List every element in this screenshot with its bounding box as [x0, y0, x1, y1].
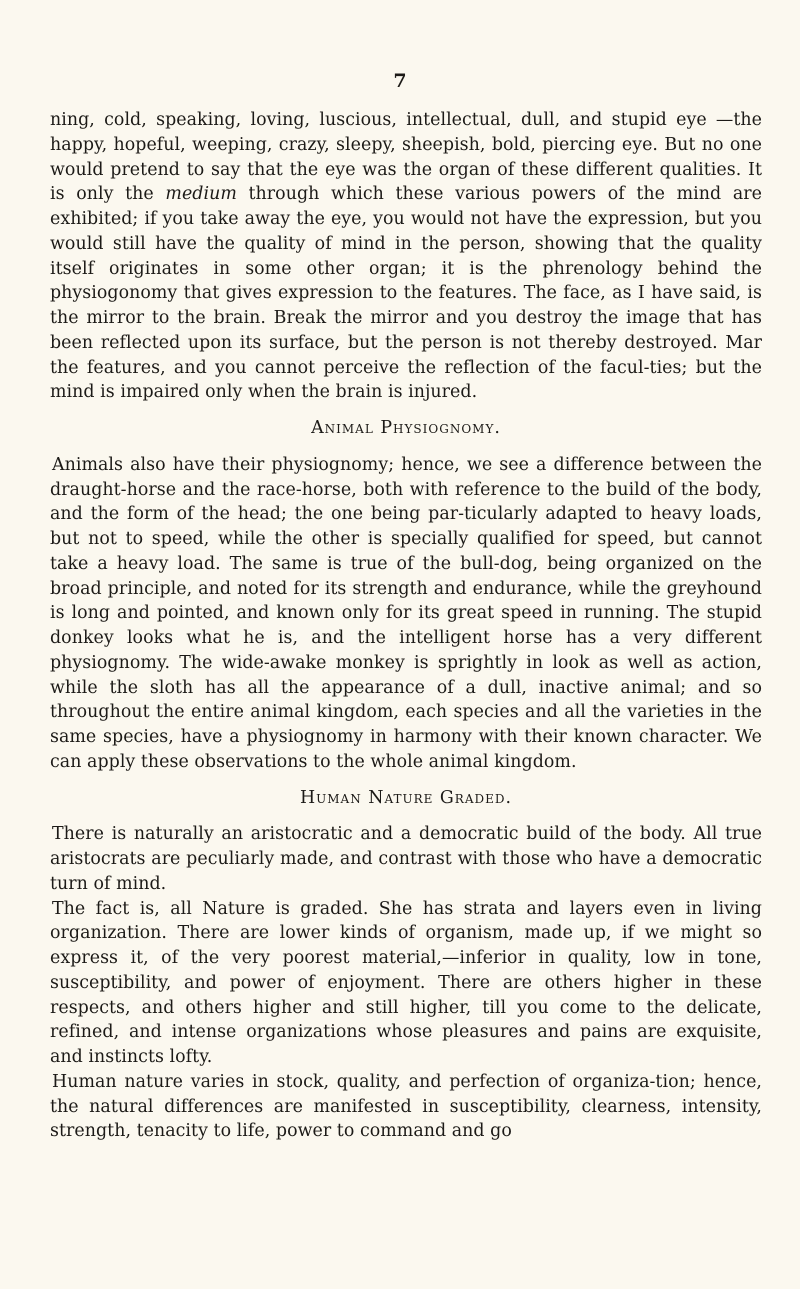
paragraph: Human nature varies in stock, quality, and perfection of organiza-tion; hence, the natural differences are manifested in susceptibility, clearness, intensity, strength, tenacity to life, power to command and go — [50, 1071, 762, 1142]
paragraph — [50, 108, 762, 405]
section-heading: Animal Physiognomy. — [311, 418, 501, 438]
paragraph: Animals also have their physiognomy; hence, we see a difference between the draught-horse and the race-horse, both with reference to the build of the body, and the form of the head; the one being par-ticularly adapted to heavy loads, but not to speed, while the other is specially qualified for speed, but cannot take a heavy load. The same is true of the bull-dog, being organized on the broad principle, and noted for its strength and endurance, while the greyhound is long and pointed, and known only for its great speed in running. The stupid donkey looks what he is, and the intelligent horse has a very different physiognomy. The wide-awake monkey is sprightly in look as well as action, while the sloth has all the appearance of a dull, inactive animal; and so throughout the entire animal kingdom, each species and all the varieties in the same species, have a physiognomy in harmony with their known character. We can apply these observations to the whole animal kingdom. — [50, 454, 762, 772]
paragraph: There is naturally an aristocratic and a democratic build of the body. All true aristocrats are peculiarly made, and contrast with those who have a democratic turn of mind. — [50, 824, 762, 894]
emphasis-text: medium — [165, 184, 237, 205]
paragraph-text: through which these various powers of the mind are exhibited; if you take away the eye, you would not have the expression, but you would still have the quality of mind in the person, showing that the quality itself originates in some other organ; it is the phrenology behind the physiogonomy that gives expression to the features. The face, as I have said, is the mirror to the brain. Break the mirror and you destroy the image that has been reflected upon its surface, but the person is not thereby destroyed. Mar the features, and you cannot perceive the reflection of the facul-ties; but the mind is impaired only when the brain is injured. — [50, 184, 762, 403]
section-heading: Human Nature Graded. — [299, 787, 513, 808]
paragraph-text: ning, cold, speaking, loving, luscious, intellectual, dull, and stupid eye —the happy, hopeful, weeping, crazy, sleepy, sheepish, bold, piercing eye. But no one would pretend to say that the eye was the organ of these different qualities. It is only the — [50, 110, 762, 205]
body-text — [50, 108, 762, 1144]
page-number: 7 — [393, 70, 407, 92]
paragraph: The fact is, all Nature is graded. She has strata and layers even in living organization. There are lower kinds of organism, made up, if we might so express it, of the very poorest material,—inferior in quality, low in tone, susceptibility, and power of enjoyment. There are others higher in these respects, and others higher and still higher, till you come to the delicate, refined, and intense organizations whose pleasures and pains are exquisite, and instincts lofty. — [50, 898, 762, 1067]
